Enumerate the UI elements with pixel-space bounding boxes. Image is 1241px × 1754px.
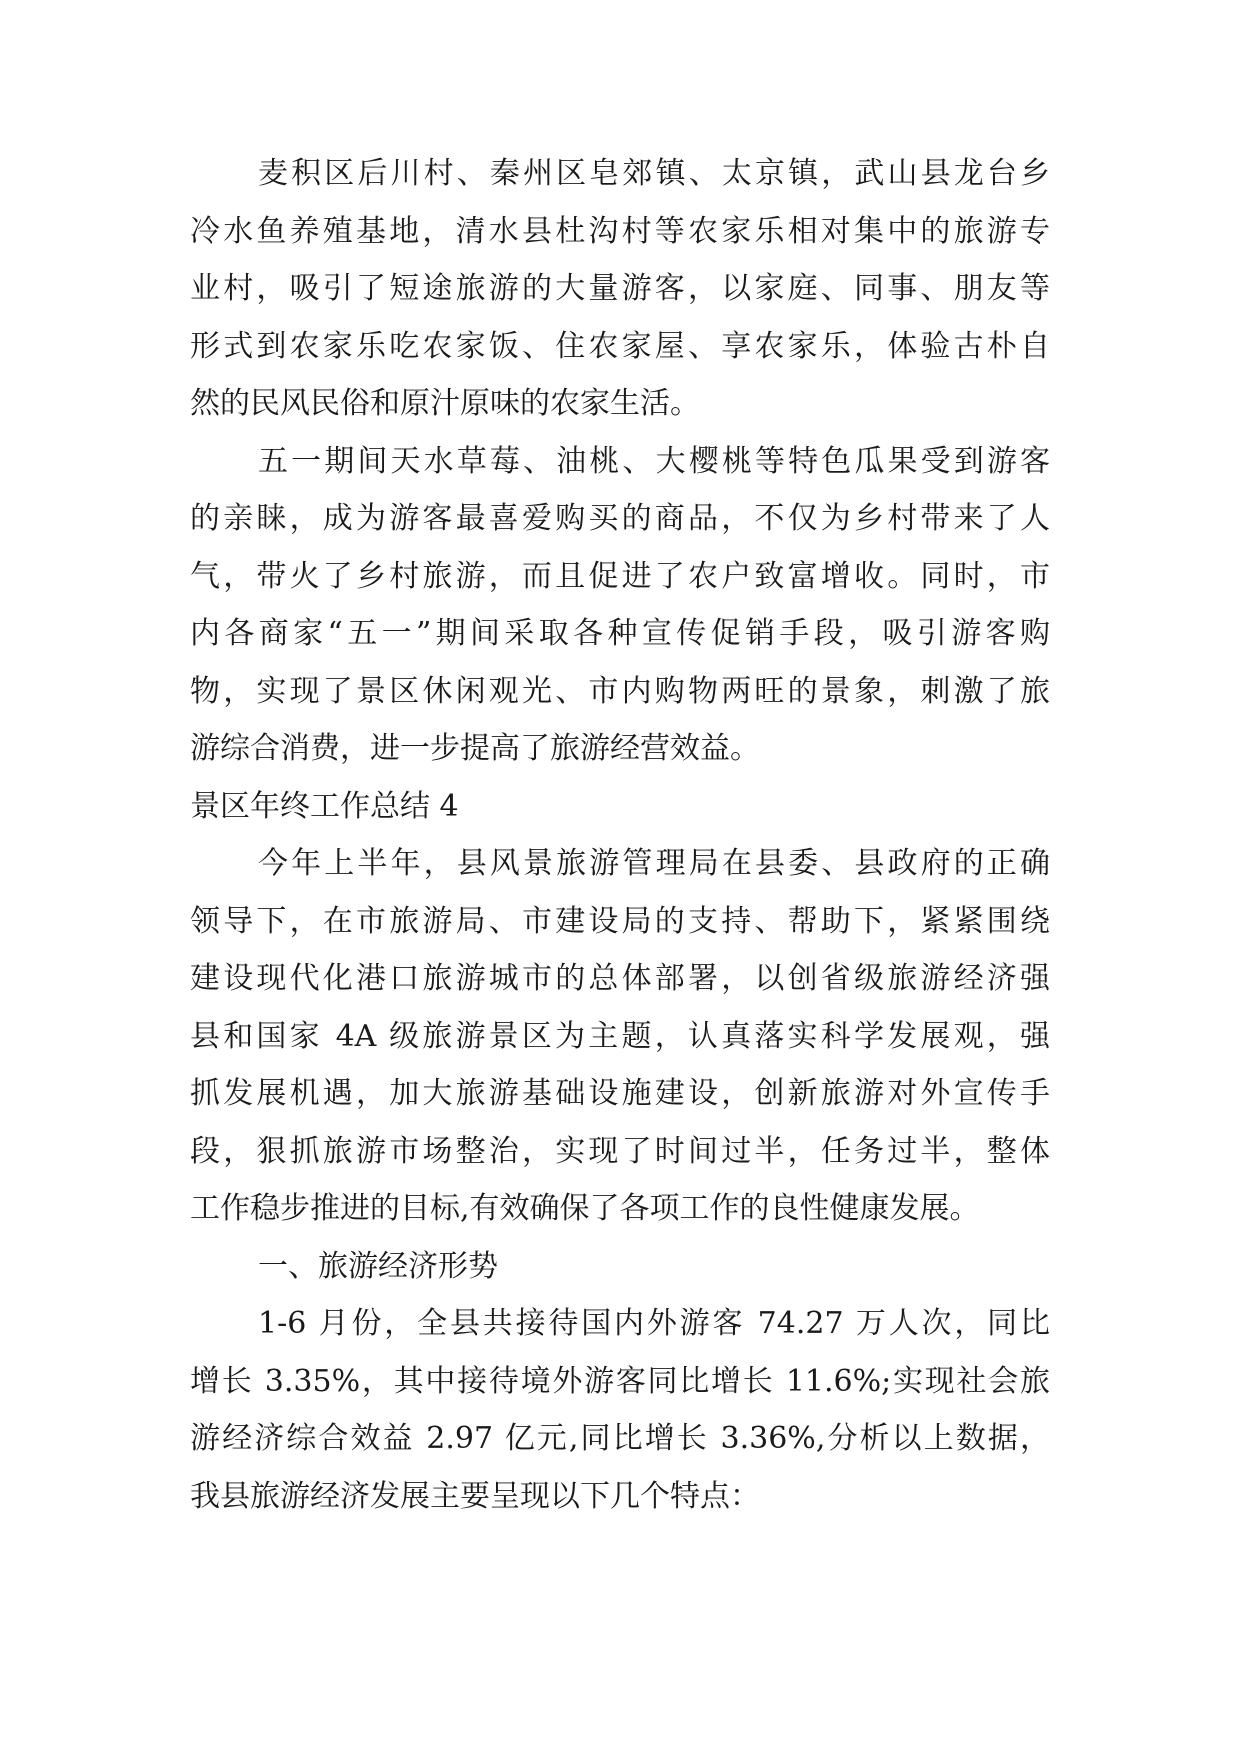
paragraph-4-line-2: 增长 3.35%，其中接待境外游客同比增长 11.6%;实现社会旅 xyxy=(190,1363,1050,1399)
paragraph-2-line-1: 五一期间天水草莓、油桃、大樱桃等特色瓜果受到游客 xyxy=(258,443,1050,479)
paragraph-4-line-1: 1-6 月份，全县共接待国内外游客 74.27 万人次，同比 xyxy=(258,1306,1050,1341)
paragraph-4-line-4: 我县旅游经济发展主要呈现以下几个特点： xyxy=(190,1478,760,1514)
paragraph-2-line-4: 内各商家“五一”期间采取各种宣传促销手段，吸引游客购 xyxy=(190,616,1050,651)
paragraph-4-line-3: 游经济综合效益 2.97 亿元,同比增长 3.36%,分析以上数据， xyxy=(190,1421,1050,1456)
paragraph-3-line-3: 建设现代化港口旅游城市的总体部署，以创省级旅游经济强 xyxy=(190,961,1050,996)
section-heading: 景区年终工作总结 4 xyxy=(190,788,459,824)
paragraph-3-line-5: 抓发展机遇，加大旅游基础设施建设，创新旅游对外宣传手 xyxy=(190,1076,1050,1111)
paragraph-3-line-4: 县和国家 4A 级旅游景区为主题，认真落实科学发展观，强 xyxy=(190,1018,1050,1054)
paragraph-1-line-4: 形式到农家乐吃农家饭、住农家屋、享农家乐，体验古朴自 xyxy=(190,328,1050,364)
paragraph-2-line-5: 物，实现了景区休闲观光、市内购物两旺的景象，刺激了旅 xyxy=(190,673,1050,709)
paragraph-2-line-3: 气，带火了乡村旅游，而且促进了农户致富增收。同时，市 xyxy=(190,558,1050,594)
paragraph-1-line-2: 冷水鱼养殖基地，清水县杜沟村等农家乐相对集中的旅游专 xyxy=(190,213,1050,249)
paragraph-2-line-2: 的亲睐，成为游客最喜爱购买的商品，不仅为乡村带来了人 xyxy=(190,501,1050,536)
paragraph-2-line-6: 游综合消费，进一步提高了旅游经营效益。 xyxy=(190,731,760,766)
section-subheading: 一、旅游经济形势 xyxy=(258,1248,498,1284)
paragraph-3-line-6: 段，狠抓旅游市场整治，实现了时间过半，任务过半，整体 xyxy=(190,1133,1050,1169)
paragraph-3-line-2: 领导下，在市旅游局、市建设局的支持、帮助下，紧紧围绕 xyxy=(190,903,1050,939)
document-body xyxy=(190,145,1050,1525)
paragraph-3-line-1: 今年上半年，县风景旅游管理局在县委、县政府的正确 xyxy=(258,846,1050,881)
paragraph-1-line-5: 然的民风民俗和原汁原味的农家生活。 xyxy=(190,386,700,421)
paragraph-3-line-7: 工作稳步推进的目标,有效确保了各项工作的良性健康发展。 xyxy=(190,1191,980,1226)
paragraph-1-line-3: 业村，吸引了短途旅游的大量游客，以家庭、同事、朋友等 xyxy=(190,271,1050,306)
paragraph-1-line-1: 麦积区后川村、秦州区皂郊镇、太京镇，武山县龙台乡 xyxy=(258,156,1050,191)
